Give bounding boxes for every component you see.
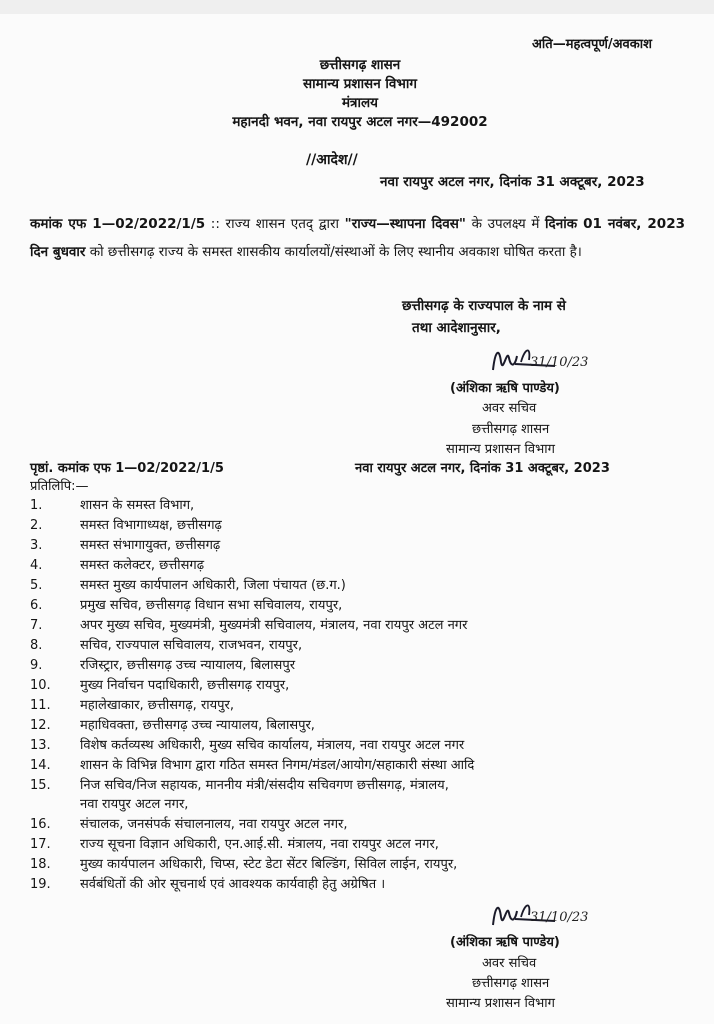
office-address: महानदी भवन, नवा रायपुर अटल नगर—492002 [232,114,488,130]
signature-date-scrawl: 31/10/23 [530,355,589,370]
list-item [30,516,680,536]
list-item-text: शासन के समस्त विभाग, [80,498,195,513]
list-item [30,596,680,616]
photo-top-edge [0,0,714,14]
list-item-number: 10. [30,678,51,693]
list-item-number: 14. [30,758,51,773]
list-item-number: 9. [30,658,43,673]
list-item [30,776,680,815]
list-item-number: 4. [30,558,43,573]
order-text-2: के उपलक्ष्य में [465,216,546,232]
list-item-text: समस्त कलेक्टर, छत्तीसगढ़ [80,558,205,573]
list-item-number: 13. [30,738,51,753]
signatory-government-2: छत्तीसगढ़ शासन [472,976,550,991]
list-item-text: प्रमुख सचिव, छत्तीसगढ़ विधान सभा सचिवालय, रायपुर, [80,598,343,613]
event-name: "राज्य—स्थापना दिवस" [344,216,466,232]
signatory-designation: अवर सचिव [482,401,537,416]
list-item-text: समस्त संभागायुक्त, छत्तीसगढ़ [80,538,221,553]
signatory-department: सामान्य प्रशासन विभाग [446,442,555,457]
list-item [30,696,680,716]
signatory-department-2: सामान्य प्रशासन विभाग [446,996,555,1011]
list-item-number: 19. [30,877,51,892]
ministry-name: मंत्रालय [341,95,378,111]
list-item-number: 2. [30,518,43,533]
list-item-text: राज्य सूचना विज्ञान अधिकारी, एन.आई.सी. मंत्रालय, नवा रायपुर अटल नगर, [80,837,439,852]
list-item-text: महाधिवक्ता, छत्तीसगढ़ उच्च न्यायालय, बिलासपुर, [80,718,315,733]
order-ref-number: कमांक एफ 1—02/2022/1/5 [30,216,206,232]
list-item [30,736,680,756]
list-item [30,556,680,576]
list-item-text: समस्त विभागाध्यक्ष, छत्तीसगढ़ [80,518,222,533]
list-item-text: मुख्य कार्यपालन अधिकारी, चिप्स, स्टेट डेटा सेंटर बिल्डिंग, सिविल लाईन, रायपुर, [80,857,458,872]
list-item-text-line1: निज सचिव/निज सहायक, माननीय मंत्री/संसदीय सचिवगण छत्तीसगढ़, मंत्रालय, [80,778,449,793]
holiday-date: दिनांक 01 नवंबर, 2023 दिन बुधवार [30,216,685,260]
copy-to-label: प्रतिलिपि:— [30,479,89,494]
signatory-designation-2: अवर सचिव [482,956,537,971]
list-item-number: 3. [30,538,43,553]
list-item-number: 1. [30,498,43,513]
list-item [30,835,680,855]
list-item-number: 15. [30,778,51,793]
signatory-government: छत्तीसगढ़ शासन [472,422,550,437]
list-item-number: 18. [30,857,51,872]
order-place-date: नवा रायपुर अटल नगर, दिनांक 31 अक्टूबर, 2023 [380,174,645,190]
letterhead [150,56,570,132]
list-item [30,875,680,895]
order-title: //आदेश// [306,152,358,168]
list-item [30,716,680,736]
list-item-number: 11. [30,698,51,713]
list-item-number: 8. [30,638,43,653]
list-item [30,536,680,556]
list-item [30,676,680,696]
list-item [30,496,680,516]
list-item-number: 5. [30,578,43,593]
list-item [30,616,680,636]
copy-list [30,496,680,895]
list-item-text: मुख्य निर्वाचन पदाधिकारी, छत्तीसगढ़ रायपुर, [80,678,290,693]
list-item [30,656,680,676]
endorsement-place-date: नवा रायपुर अटल नगर, दिनांक 31 अक्टूबर, 2023 [355,461,610,476]
list-item [30,576,680,596]
signatory-name-2: (अंशिका ऋषि पाण्डेय) [450,935,560,950]
list-item [30,636,680,656]
list-item-text: सर्वबंधितों की ओर सूचनार्थ एवं आवश्यक कार्यवाही हेतु अग्रेषित । [80,877,386,892]
order-text-3: को छत्तीसगढ़ राज्य के समस्त शासकीय कार्यालयों/संस्थाओं के लिए स्थानीय अवकाश घोषित करता है। [85,244,582,260]
list-item-text: संचालक, जनसंपर्क संचालनालय, नवा रायपुर अटल नगर, [80,817,348,832]
list-item-text-line2: नवा रायपुर अटल नगर, [80,797,189,812]
order-body [30,210,685,266]
list-item-text: शासन के विभिन्न विभाग द्वारा गठित समस्त निगम/मंडल/आयोग/सहाकारी संस्था आदि [80,758,475,773]
signature-date-scrawl-2: 31/10/23 [530,910,589,925]
endorsement-ref-number: पृष्ठां. कमांक एफ 1—02/2022/1/5 [30,461,224,476]
list-item-text [80,776,449,814]
department-name: सामान्य प्रशासन विभाग [303,76,417,92]
list-item-number: 12. [30,718,51,733]
governor-order-line1: छत्तीसगढ़ के राज्यपाल के नाम से [402,298,566,314]
list-item-text: महालेखाकार, छत्तीसगढ़, रायपुर, [80,698,235,713]
government-name: छत्तीसगढ़ शासन [319,57,401,73]
list-item-text: अपर मुख्य सचिव, मुख्यमंत्री, मुख्यमंत्री सचिवालय, मंत्रालय, नवा रायपुर अटल नगर [80,618,468,633]
list-item-text: विशेष कर्तव्यस्थ अधिकारी, मुख्य सचिव कार्यालय, मंत्रालय, नवा रायपुर अटल नगर [80,738,465,753]
list-item [30,756,680,776]
list-item [30,855,680,875]
order-text-1: :: राज्य शासन एतद् द्वारा [205,216,345,232]
list-item-number: 16. [30,817,51,832]
signatory-name: (अंशिका ऋषि पाण्डेय) [450,381,560,396]
list-item-number: 17. [30,837,51,852]
list-item-text: समस्त मुख्य कार्यपालन अधिकारी, जिला पंचायत (छ.ग.) [80,578,346,593]
list-item-text: रजिस्ट्रार, छत्तीसगढ़ उच्च न्यायालय, बिलासपुर [80,658,296,673]
list-item-text: सचिव, राज्यपाल सचिवालय, राजभवन, रायपुर, [80,638,303,653]
list-item-number: 7. [30,618,43,633]
list-item [30,815,680,835]
governor-order-line2: तथा आदेशानुसार, [412,320,501,336]
priority-label: अति—महत्वपूर्ण/अवकाश [532,37,652,52]
list-item-number: 6. [30,598,43,613]
